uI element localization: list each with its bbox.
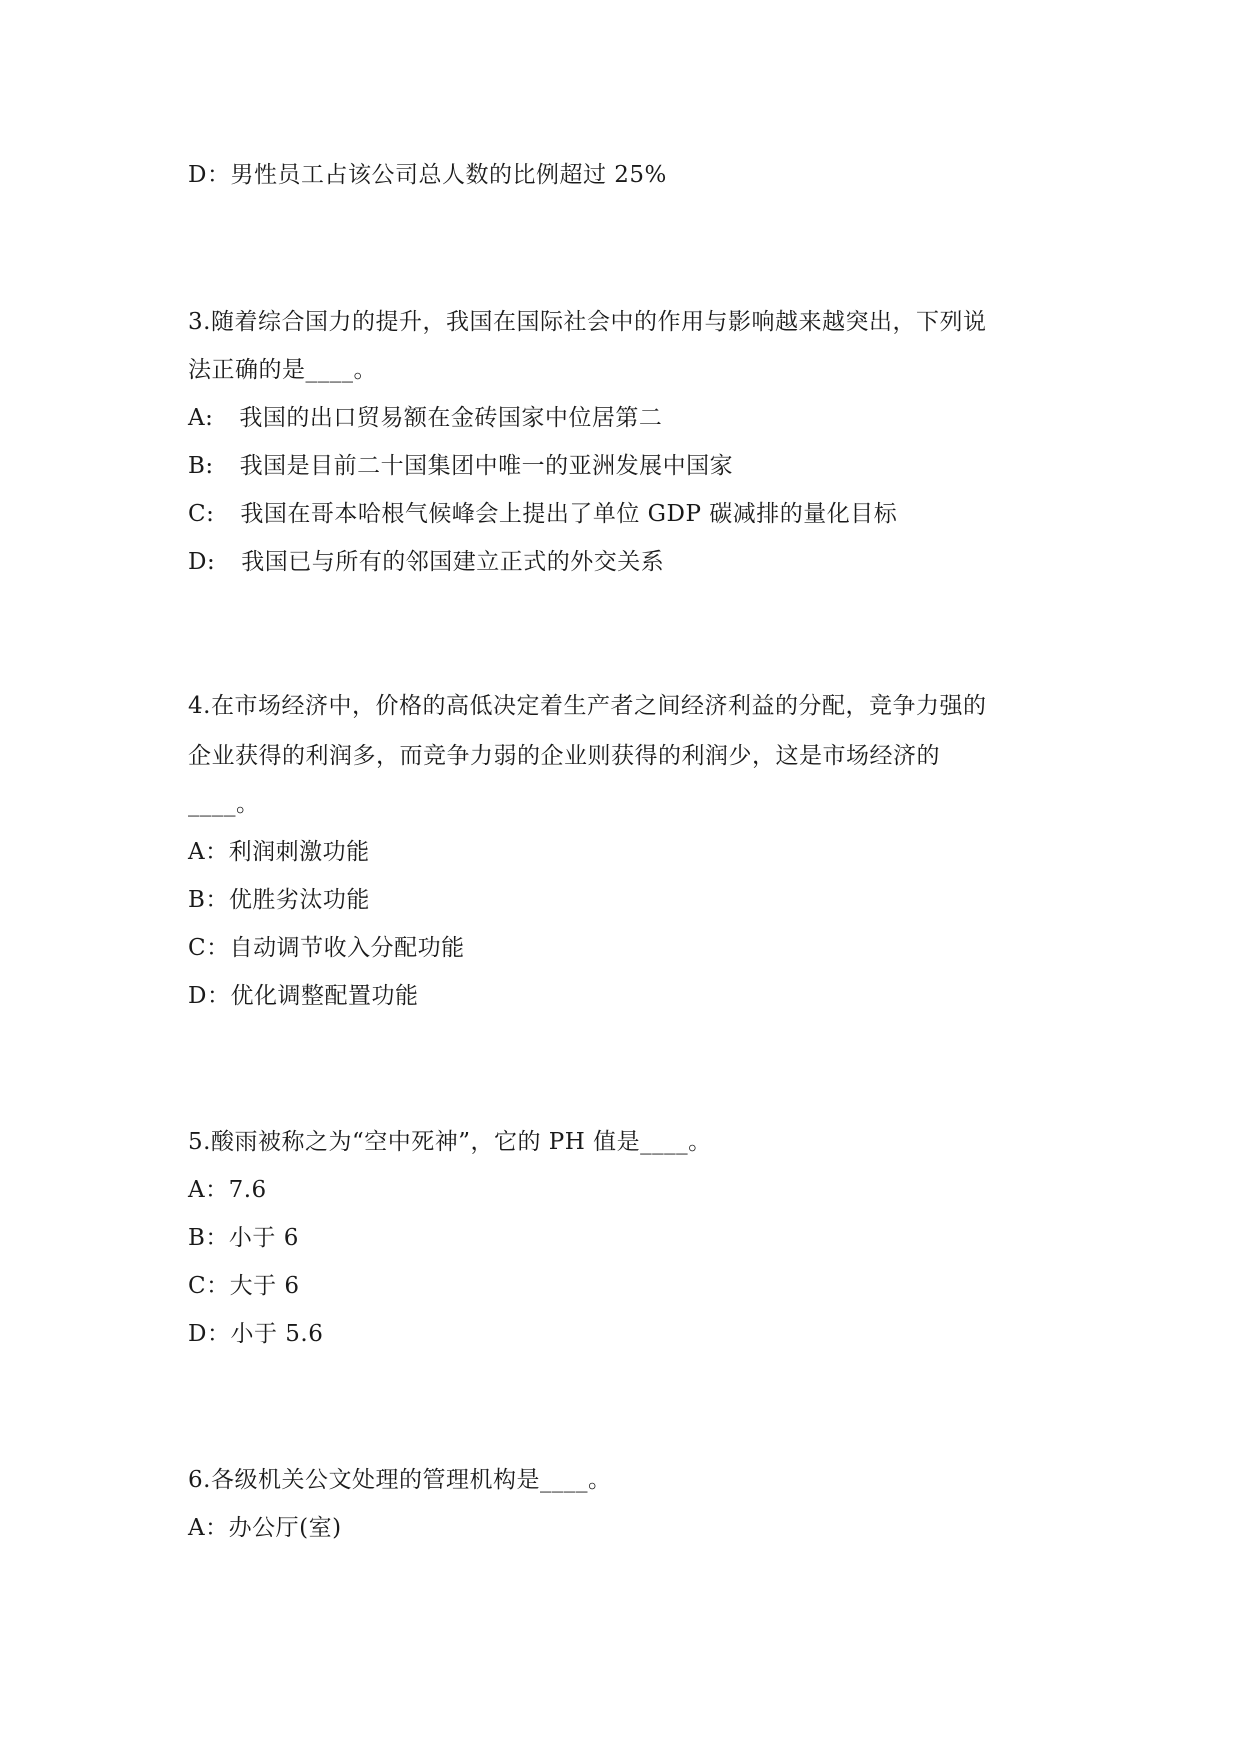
q4-option-d: D：优化调整配置功能	[188, 983, 419, 1009]
q5-option-a: A：7.6	[188, 1177, 267, 1203]
q3-option-c: C: 我国在哥本哈根气候峰会上提出了单位 GDP 碳减排的量化目标	[188, 501, 898, 527]
q5-option-c: C：大于 6	[188, 1273, 300, 1299]
q3-option-b: B: 我国是目前二十国集团中唯一的亚洲发展中国家	[188, 453, 734, 479]
q2-option-d: D：男性员工占该公司总人数的比例超过 25%	[188, 162, 667, 188]
q4-stem-line-3: ____。	[188, 791, 260, 817]
q4-stem-line-1: 4.在市场经济中，价格的高低决定着生产者之间经济利益的分配，竞争力强的	[188, 693, 987, 719]
q3-option-d: D: 我国已与所有的邻国建立正式的外交关系	[188, 549, 665, 575]
q4-stem-line-2: 企业获得的利润多，而竞争力弱的企业则获得的利润少，这是市场经济的	[188, 743, 940, 769]
q5-stem-line-1: 5.酸雨被称之为“空中死神”，它的 PH 值是____。	[188, 1129, 712, 1155]
q6-option-a: A：办公厅(室)	[188, 1515, 342, 1541]
q5-option-d: D：小于 5.6	[188, 1321, 324, 1347]
q4-option-c: C：自动调节收入分配功能	[188, 935, 465, 961]
q3-option-a: A: 我国的出口贸易额在金砖国家中位居第二	[188, 405, 663, 431]
q5-option-b: B：小于 6	[188, 1225, 299, 1251]
q3-stem-line-1: 3.随着综合国力的提升，我国在国际社会中的作用与影响越来越突出，下列说	[188, 309, 987, 335]
q4-option-b: B：优胜劣汰功能	[188, 887, 370, 913]
q3-stem-line-2: 法正确的是____。	[188, 357, 377, 383]
q6-stem-line-1: 6.各级机关公文处理的管理机构是____。	[188, 1467, 612, 1493]
q4-option-a: A：利润刺激功能	[188, 839, 370, 865]
